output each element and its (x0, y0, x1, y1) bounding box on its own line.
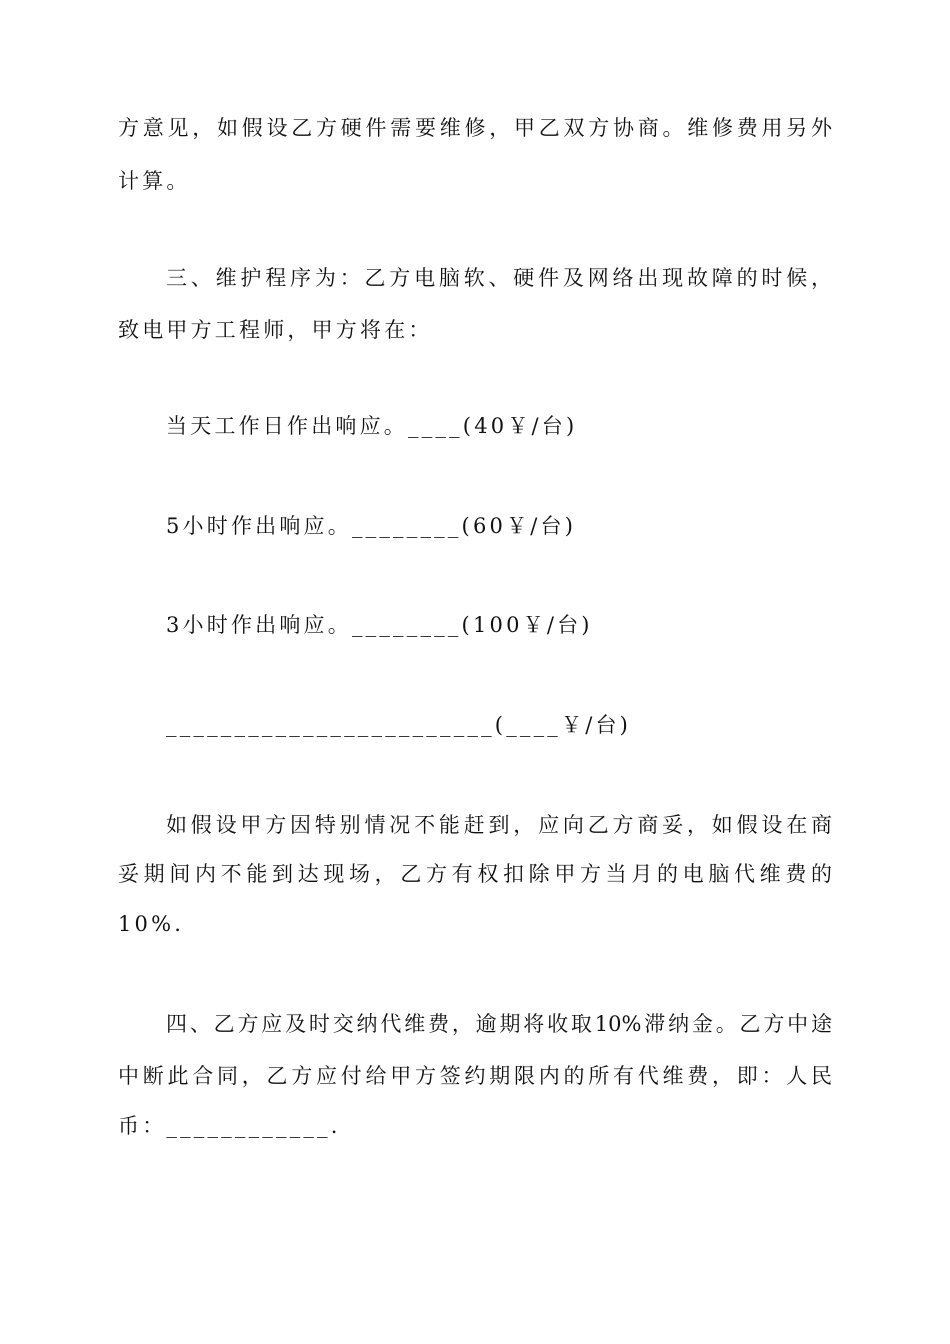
text-line-7: 3小时作出响应。________(100￥/台) (166, 613, 593, 637)
text-line-3: 三、维护程序为：乙方电脑软、硬件及网络出现故障的时候， (166, 266, 832, 290)
text-line-13: 中断此合同，乙方应付给甲方签约期限内的所有代维费，即：人民 (118, 1064, 832, 1088)
text-line-12: 四、乙方应及时交纳代维费，逾期将收取10%滞纳金。乙方中途 (166, 1012, 832, 1036)
text-line-6: 5小时作出响应。________(60￥/台) (166, 514, 577, 538)
text-line-14: 币：____________. (118, 1114, 341, 1138)
text-line-2: 计算。 (118, 169, 191, 193)
text-line-4: 致电甲方工程师，甲方将在： (118, 318, 433, 342)
text-line-9: 如假设甲方因特别情况不能赶到，应向乙方商妥，如假设在商 (166, 813, 832, 837)
text-line-8: ________________________(____￥/台) (166, 713, 632, 737)
text-line-5: 当天工作日作出响应。____(40￥/台) (166, 414, 578, 438)
text-line-10: 妥期间内不能到达现场，乙方有权扣除甲方当月的电脑代维费的 (118, 862, 832, 886)
text-line-1: 方意见，如假设乙方硬件需要维修，甲乙双方协商。维修费用另外 (118, 116, 832, 140)
text-line-11: 10%. (118, 912, 185, 936)
